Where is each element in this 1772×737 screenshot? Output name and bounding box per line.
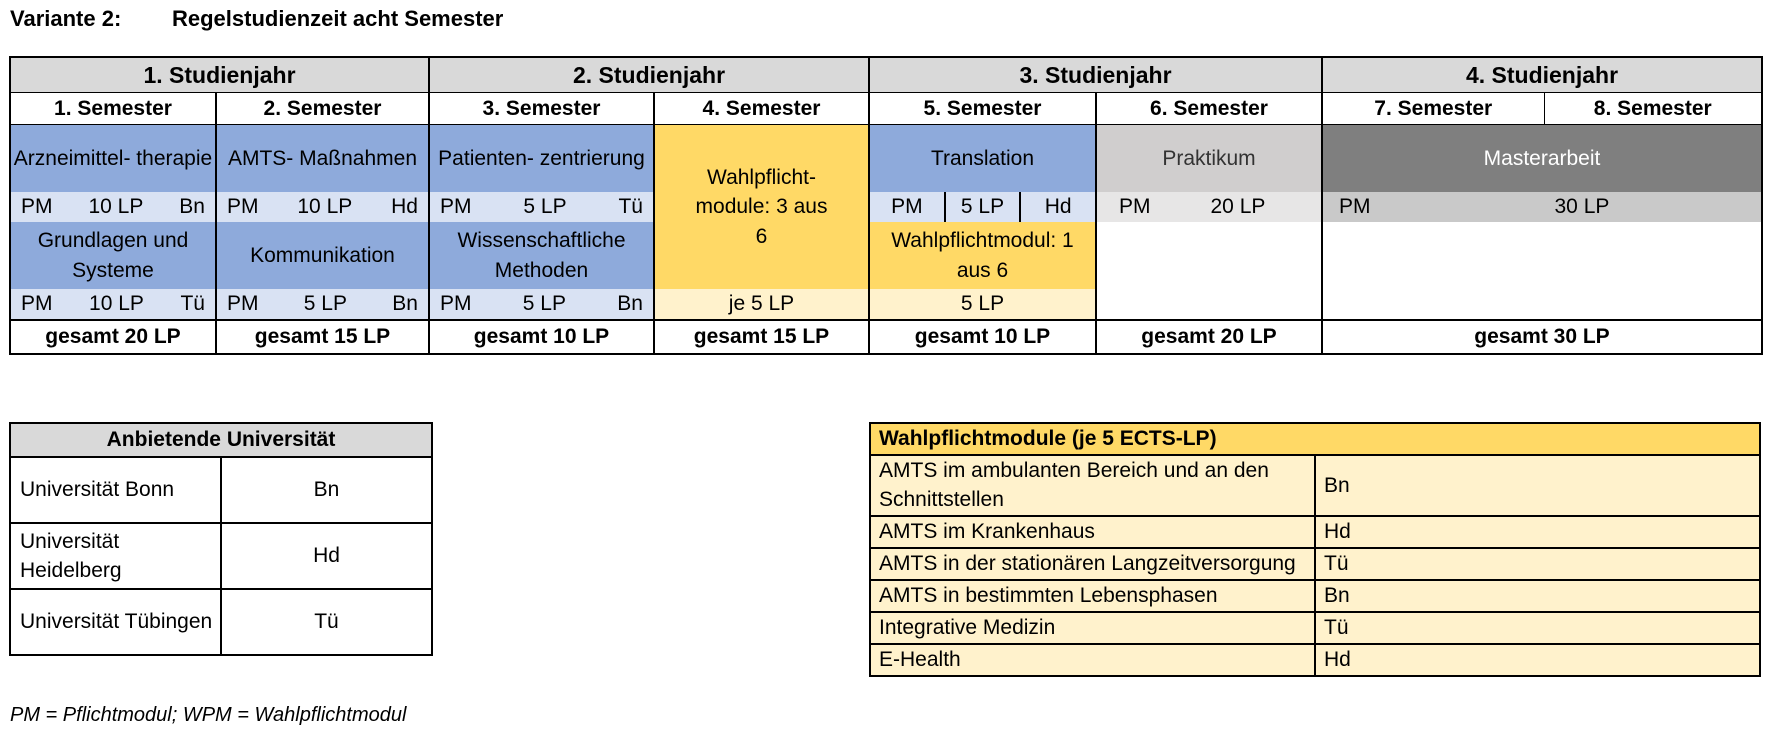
year-header: 4. Studienjahr bbox=[1322, 57, 1762, 93]
elective-name: E-Health bbox=[870, 644, 1315, 676]
title-subtitle: Regelstudienzeit acht Semester bbox=[172, 6, 504, 31]
semester-header: 1. Semester bbox=[10, 93, 216, 125]
module-cell: Praktikum bbox=[1096, 125, 1322, 193]
table-row bbox=[870, 516, 1760, 548]
module-row-1 bbox=[10, 125, 1762, 193]
empty-cell bbox=[1322, 222, 1762, 320]
lp-cell bbox=[869, 192, 1096, 222]
module-cell: Kommunikation bbox=[216, 222, 429, 289]
footnote: PM = Pflichtmodul; WPM = Wahlpflichtmodul bbox=[10, 704, 407, 726]
module-cell: AMTS- Maßnahmen bbox=[216, 125, 429, 193]
year-header: 3. Studienjahr bbox=[869, 57, 1322, 93]
table-row bbox=[870, 644, 1760, 676]
university-name: Universität Tübingen bbox=[10, 589, 221, 655]
elective-code: Tü bbox=[1315, 612, 1760, 644]
semester-total: gesamt 15 LP bbox=[654, 320, 869, 354]
university-name: Universität Heidelberg bbox=[10, 523, 221, 589]
module-uni: Bn bbox=[392, 292, 418, 316]
module-cell: Arzneimittel- therapie bbox=[10, 125, 216, 193]
module-lp: 5 LP bbox=[944, 192, 1020, 222]
module-type: PM bbox=[227, 292, 259, 316]
module-type: PM bbox=[1339, 195, 1371, 219]
table-row bbox=[870, 548, 1760, 580]
module-lp: 30 LP bbox=[1554, 195, 1610, 219]
module-type: PM bbox=[440, 292, 472, 316]
lp-cell bbox=[216, 289, 429, 320]
module-lp: 5 LP bbox=[522, 292, 566, 316]
module-cell: Wissenschaftliche Methoden bbox=[429, 222, 654, 289]
page-title bbox=[10, 6, 504, 32]
lp-cell bbox=[429, 289, 654, 320]
module-cell: Grundlagen und Systeme bbox=[10, 222, 216, 289]
table-row bbox=[870, 580, 1760, 612]
module-type: PM bbox=[21, 195, 53, 219]
lp-row-1 bbox=[10, 192, 1762, 222]
elective-name: AMTS im Krankenhaus bbox=[870, 516, 1315, 548]
semester-total: gesamt 15 LP bbox=[216, 320, 429, 354]
table-row bbox=[10, 457, 432, 523]
semester-total: gesamt 20 LP bbox=[1096, 320, 1322, 354]
lp-cell: je 5 LP bbox=[654, 289, 869, 320]
module-cell: Patienten- zentrierung bbox=[429, 125, 654, 193]
totals-row bbox=[10, 320, 1762, 354]
module-type: PM bbox=[1119, 195, 1151, 219]
table-row bbox=[10, 589, 432, 655]
electives-header: Wahlpflichtmodule (je 5 ECTS-LP) bbox=[870, 423, 1760, 455]
semester-header: 2. Semester bbox=[216, 93, 429, 125]
module-type: PM bbox=[227, 195, 259, 219]
elective-code: Hd bbox=[1315, 644, 1760, 676]
semester-header: 3. Semester bbox=[429, 93, 654, 125]
empty-cell bbox=[1096, 222, 1322, 320]
year-header-row bbox=[10, 57, 1762, 93]
lp-cell bbox=[1096, 192, 1322, 222]
module-cell: Wahlpflichtmodul: 1 aus 6 bbox=[869, 222, 1096, 289]
elective-code: Bn bbox=[1315, 580, 1760, 612]
table-row bbox=[10, 523, 432, 589]
module-type: PM bbox=[440, 195, 472, 219]
elective-code: Tü bbox=[1315, 548, 1760, 580]
lp-cell bbox=[1322, 192, 1762, 222]
module-uni: Hd bbox=[1019, 192, 1095, 222]
lp-cell bbox=[216, 192, 429, 222]
university-code: Hd bbox=[221, 523, 432, 589]
semester-total: gesamt 30 LP bbox=[1322, 320, 1762, 354]
university-code: Bn bbox=[221, 457, 432, 523]
universities-table bbox=[9, 422, 433, 656]
module-type: PM bbox=[891, 195, 923, 218]
module-uni: Tü bbox=[618, 195, 643, 219]
elective-name: Integrative Medizin bbox=[870, 612, 1315, 644]
module-lp: 20 LP bbox=[1210, 195, 1266, 219]
table-row bbox=[870, 455, 1760, 516]
module-uni: Hd bbox=[391, 195, 418, 219]
semester-total: gesamt 20 LP bbox=[10, 320, 216, 354]
elective-name: AMTS im ambulanten Bereich und an den Schnittstellen bbox=[870, 455, 1315, 516]
lp-cell bbox=[429, 192, 654, 222]
curriculum-table bbox=[9, 56, 1763, 355]
elective-code: Hd bbox=[1315, 516, 1760, 548]
lp-cell bbox=[10, 289, 216, 320]
semester-header: 4. Semester bbox=[654, 93, 869, 125]
elective-code: Bn bbox=[1315, 455, 1760, 516]
module-lp: 10 LP bbox=[88, 195, 144, 219]
year-header: 1. Studienjahr bbox=[10, 57, 429, 93]
title-label: Variante 2: bbox=[10, 6, 122, 31]
module-uni: Bn bbox=[617, 292, 643, 316]
university-code: Tü bbox=[221, 589, 432, 655]
electives-table bbox=[869, 422, 1761, 677]
module-lp: 5 LP bbox=[303, 292, 347, 316]
module-row-2 bbox=[10, 222, 1762, 289]
table-row bbox=[870, 612, 1760, 644]
semester-header: 5. Semester bbox=[869, 93, 1096, 125]
elective-name: AMTS in bestimmten Lebensphasen bbox=[870, 580, 1315, 612]
module-lp: 5 LP bbox=[523, 195, 567, 219]
year-header: 2. Studienjahr bbox=[429, 57, 869, 93]
lp-cell bbox=[10, 192, 216, 222]
module-cell: Masterarbeit bbox=[1322, 125, 1762, 193]
semester-header: 8. Semester bbox=[1544, 93, 1762, 125]
university-name: Universität Bonn bbox=[10, 457, 221, 523]
semester-header: 6. Semester bbox=[1096, 93, 1322, 125]
semester-total: gesamt 10 LP bbox=[429, 320, 654, 354]
semester-total: gesamt 10 LP bbox=[869, 320, 1096, 354]
module-uni: Tü bbox=[180, 292, 205, 316]
elective-name: AMTS in der stationären Langzeitversorgung bbox=[870, 548, 1315, 580]
module-cell: Translation bbox=[869, 125, 1096, 193]
semester-header: 7. Semester bbox=[1322, 93, 1544, 125]
elective-block: Wahlpflicht- module: 3 aus 6 bbox=[654, 125, 869, 290]
semester-header-row bbox=[10, 93, 1762, 125]
module-type: PM bbox=[21, 292, 53, 316]
universities-header: Anbietende Universität bbox=[10, 423, 432, 457]
module-uni: Bn bbox=[179, 195, 205, 219]
module-lp: 10 LP bbox=[89, 292, 144, 316]
module-lp: 10 LP bbox=[297, 195, 353, 219]
lp-cell: 5 LP bbox=[869, 289, 1096, 320]
